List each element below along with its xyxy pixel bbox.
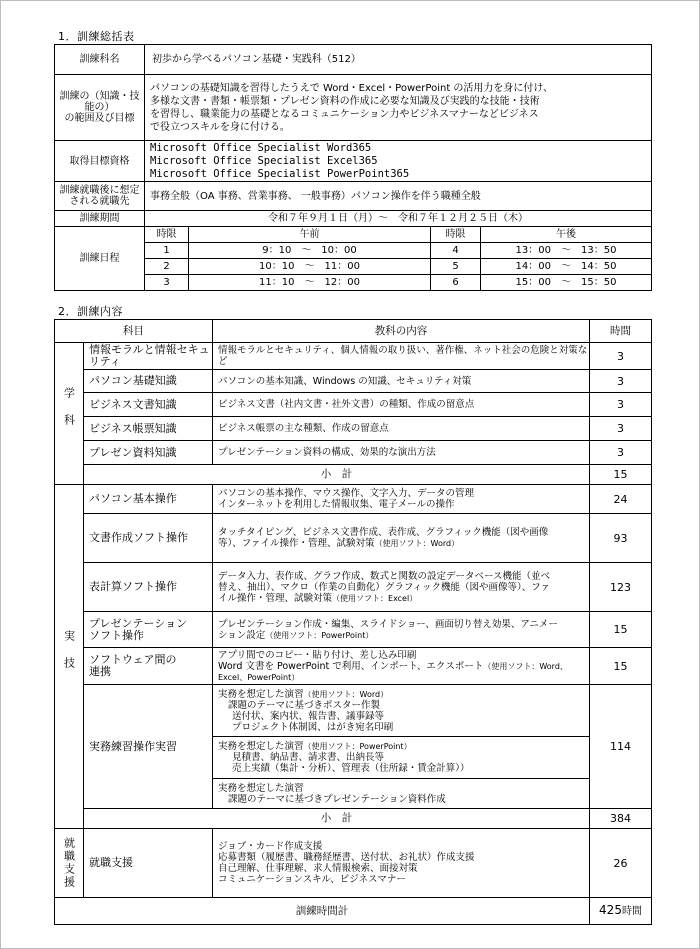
section-1-title: 1．訓練総括表 [58, 30, 135, 43]
total-hours: 425時間 [590, 898, 652, 925]
period-text: 令和７年９月１日（月）～ 令和７年１２月２５日（木） [145, 211, 652, 227]
job-label: 訓練就職後に想定 される就職先 [55, 182, 145, 211]
subject-name: 実務練習操作実習 [84, 685, 213, 809]
course-name-label: 訓練科名 [55, 45, 145, 75]
subject-name: 情報モラルと情報セキュリティ [84, 343, 213, 370]
subject-content: 実務を想定した演習（使用ソフト：PowerPoint） 見積書、納品書、請求書、出納長等 売上実績（集計・分析）、管理表（住所録・賃金計算）） [213, 737, 590, 779]
period-time: 13：00 ～ 13：50 [481, 243, 652, 259]
gakka-subtotal-label: 小 計 [84, 465, 590, 485]
subject-hours: 3 [590, 441, 652, 465]
subject-content: タッチタイピング、ビジネス文書作成、表作成、グラフィック機能（図や画像 等）、ファイル操作・管理、試験対策（使用ソフト：Word） [213, 514, 590, 563]
col-hours-header: 時間 [590, 320, 652, 343]
subject-hours: 3 [590, 343, 652, 370]
subject-hours: 93 [590, 514, 652, 563]
subject-content: ビジネス帳票の主な種類、作成の留意点 [213, 417, 590, 441]
period-header-pm: 時限 [431, 227, 481, 243]
period-number: 5 [431, 259, 481, 275]
period-header-am: 時限 [145, 227, 189, 243]
subject-name: ビジネス帳票知識 [84, 417, 213, 441]
period-time: 14：00 ～ 14：50 [481, 259, 652, 275]
jitsugi-subtotal: 384 [590, 809, 652, 829]
subject-name: パソコン基本操作 [84, 485, 213, 514]
scope-label: 訓練の（知識・技能の） の範囲及び目標 [55, 75, 145, 141]
period-time: 11：10 ～ 12：00 [189, 275, 431, 291]
subject-hours: 114 [590, 685, 652, 809]
subject-hours: 3 [590, 417, 652, 441]
gakka-subtotal: 15 [590, 465, 652, 485]
subject-hours: 3 [590, 393, 652, 417]
subject-content: アプリ間でのコピー・貼り付け、差し込み印刷 Word 文書を PowerPoint で利用、インポート、エクスポート（使用ソフト：Word、 Excel、PowerPoint） [213, 648, 590, 685]
subject-name: ソフトウェア間の 連携 [84, 648, 213, 685]
cert-label: 取得目標資格 [55, 141, 145, 182]
period-time: 9：10 ～ 10：00 [189, 243, 431, 259]
subject-name: プレゼン資料知識 [84, 441, 213, 465]
period-time: 15：00 ～ 15：50 [481, 275, 652, 291]
subject-name: 就職支援 [84, 829, 213, 898]
curriculum-table [54, 319, 652, 925]
period-number: 2 [145, 259, 189, 275]
pm-header: 午後 [481, 227, 652, 243]
subject-name: 表計算ソフト操作 [84, 563, 213, 612]
cert-list: Microsoft Office Specialist Word365 Microsoft Office Specialist Excel365 Microsoft Office Specialist PowerPoint365 [145, 141, 652, 182]
subject-name: パソコン基礎知識 [84, 370, 213, 393]
col-content-header: 教科の内容 [213, 320, 590, 343]
subject-hours: 15 [590, 612, 652, 648]
subject-hours: 26 [590, 829, 652, 898]
subject-name: 文書作成ソフト操作 [84, 514, 213, 563]
subject-hours: 123 [590, 563, 652, 612]
subject-content: ビジネス文書（社内文書・社外文書）の種類、作成の留意点 [213, 393, 590, 417]
section-2-title: 2．訓練内容 [58, 305, 123, 318]
subject-hours: 3 [590, 370, 652, 393]
subject-content: 実務を想定した演習 課題のテーマに基づきプレゼンテーション資料作成 [213, 779, 590, 809]
total-label: 訓練時間計 [55, 898, 590, 925]
jitsugi-subtotal-label: 小 計 [84, 809, 590, 829]
col-subject-header: 科目 [55, 320, 213, 343]
period-number: 1 [145, 243, 189, 259]
period-label: 訓練期間 [55, 211, 145, 227]
subject-content: プレゼンテーション作成・編集、スライドショー、画面切り替え効果、アニメー ション設定（使用ソフト：PowerPoint） [213, 612, 590, 648]
subject-content: パソコンの基本操作、マウス操作、文字入力、データの管理 インターネットを利用した情報収集、電子メールの操作 [213, 485, 590, 514]
category-jitsugi: 実技 [55, 485, 84, 829]
subject-content: データ入力、表作成、グラフ作成、数式と関数の設定データベース機能（並べ 替え、抽出）、マクロ（作業の自動化）グラフィック機能（図や画像等）、ファ イル操作・管理、試験対策（使用ソフト：Excel） [213, 563, 590, 612]
subject-content: ジョブ・カード作成支援 応募書類（履歴書、職務経歴書、送付状、お礼状）作成支援 自己理解、仕事理解、求人情報検索、面接対策 コミュニケーションスキル、ビジネスマナー [213, 829, 590, 898]
schedule-label: 訓練日程 [55, 227, 145, 291]
course-name-value: 初歩から学べるパソコン基礎・実践科（512） [145, 45, 652, 75]
period-time: 10：10 ～ 11：00 [189, 259, 431, 275]
period-number: 6 [431, 275, 481, 291]
subject-hours: 24 [590, 485, 652, 514]
subject-name: ビジネス文書知識 [84, 393, 213, 417]
job-text: 事務全般（OA 事務、営業事務、 一般事務）パソコン操作を伴う職種全般 [145, 182, 652, 211]
subject-name: プレゼンテーション ソフト操作 [84, 612, 213, 648]
subject-content: 実務を想定した演習（使用ソフト：Word） 課題のテーマに基づきポスター作製 送付状、案内状、報告書、議事録等 プロジェクト体制図、はがき宛名印刷 [213, 685, 590, 737]
period-number: 3 [145, 275, 189, 291]
summary-table [54, 44, 652, 291]
subject-content: パソコンの基本知識、Windows の知識、セキュリティ対策 [213, 370, 590, 393]
subject-hours: 15 [590, 648, 652, 685]
category-gakka: 学科 [55, 343, 84, 485]
am-header: 午前 [189, 227, 431, 243]
period-number: 4 [431, 243, 481, 259]
subject-content: プレゼンテーション資料の構成、効果的な演出方法 [213, 441, 590, 465]
subject-content: 情報モラルとセキュリティ、個人情報の取り扱い、著作権、ネット社会の危険と対策など [213, 343, 590, 370]
scope-text: パソコンの基礎知識を習得したうえで Word・Excel・PowerPoint の活用力を身に付け、 多様な文書・書類・帳票類・プレゼン資料の作成に必要な知識及び実践的な技能・技術 を習得し、職業能力の基礎となるコミュニケーション力やビジネスマナーなどビジネス で役立つスキルを身に付ける。 [145, 75, 652, 141]
category-shushoku: 就職支援 [55, 829, 84, 898]
